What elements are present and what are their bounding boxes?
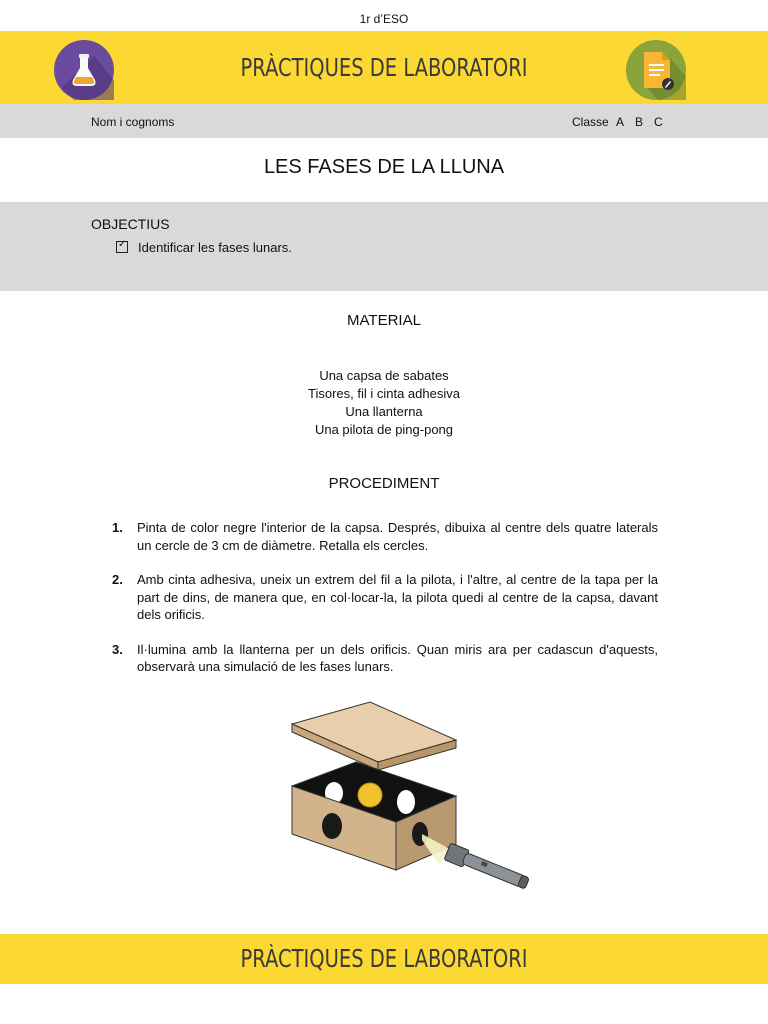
step-text: Pinta de color negre l'interior de la capsa. Després, dibuixa al centre dels quatre laterals un cercle de 3 cm de diàmetre. Retalla els cercles. — [137, 520, 658, 553]
shoebox-flashlight-illustration — [286, 700, 536, 905]
class-label: Classe — [572, 115, 609, 129]
step-item — [112, 571, 658, 624]
name-label: Nom i cognoms — [91, 115, 175, 129]
document-icon — [626, 40, 686, 100]
step-item — [112, 519, 658, 554]
grade-label: 1r d’ESO — [359, 12, 409, 26]
student-info-bar — [0, 104, 768, 138]
step-text: Amb cinta adhesiva, uneix un extrem del fil a la pilota, i l'altre, al centre de la tapa per la part de dins, de manera que, en col·locar-la, la pilota quedi al centre de la capsa, davant dels orificis. — [137, 572, 658, 622]
class-option-a: A — [616, 115, 625, 129]
step-text: Il·lumina amb la llanterna per un dels orificis. Quan miris ara per cadascun d'aquests, observarà una simulació de les fases lunars. — [137, 641, 658, 674]
material-item: Una capsa de sabates — [319, 368, 449, 383]
footer-banner — [0, 934, 768, 984]
objective-text: Identificar les fases lunars. — [138, 240, 292, 255]
step-number: 2. — [112, 572, 123, 587]
class-option-c: C — [654, 115, 663, 129]
class-option-b: B — [635, 115, 644, 129]
objectives-heading: OBJECTIUS — [91, 216, 170, 232]
step-number: 3. — [112, 641, 123, 657]
page-title: LES FASES DE LA LLUNA — [263, 156, 505, 178]
step-number: 1. — [112, 520, 123, 535]
material-heading: MATERIAL — [347, 312, 421, 329]
footer-banner-title: PRÀCTIQUES DE LABORATORI — [240, 944, 528, 973]
procedure-steps — [112, 519, 658, 693]
objectives-box — [0, 202, 768, 291]
procedure-heading: PROCEDIMENT — [328, 475, 440, 492]
material-item: Una pilota de ping-pong — [314, 422, 454, 437]
material-item: Tisores, fil i cinta adhesiva — [308, 386, 460, 401]
checkbox-icon: ✓ — [116, 241, 128, 253]
material-list — [0, 367, 768, 439]
objective-item — [116, 240, 292, 255]
banner-title: PRÀCTIQUES DE LABORATORI — [240, 53, 528, 82]
step-item — [112, 641, 658, 676]
material-item: Una llanterna — [345, 404, 423, 419]
flask-icon — [54, 40, 114, 100]
